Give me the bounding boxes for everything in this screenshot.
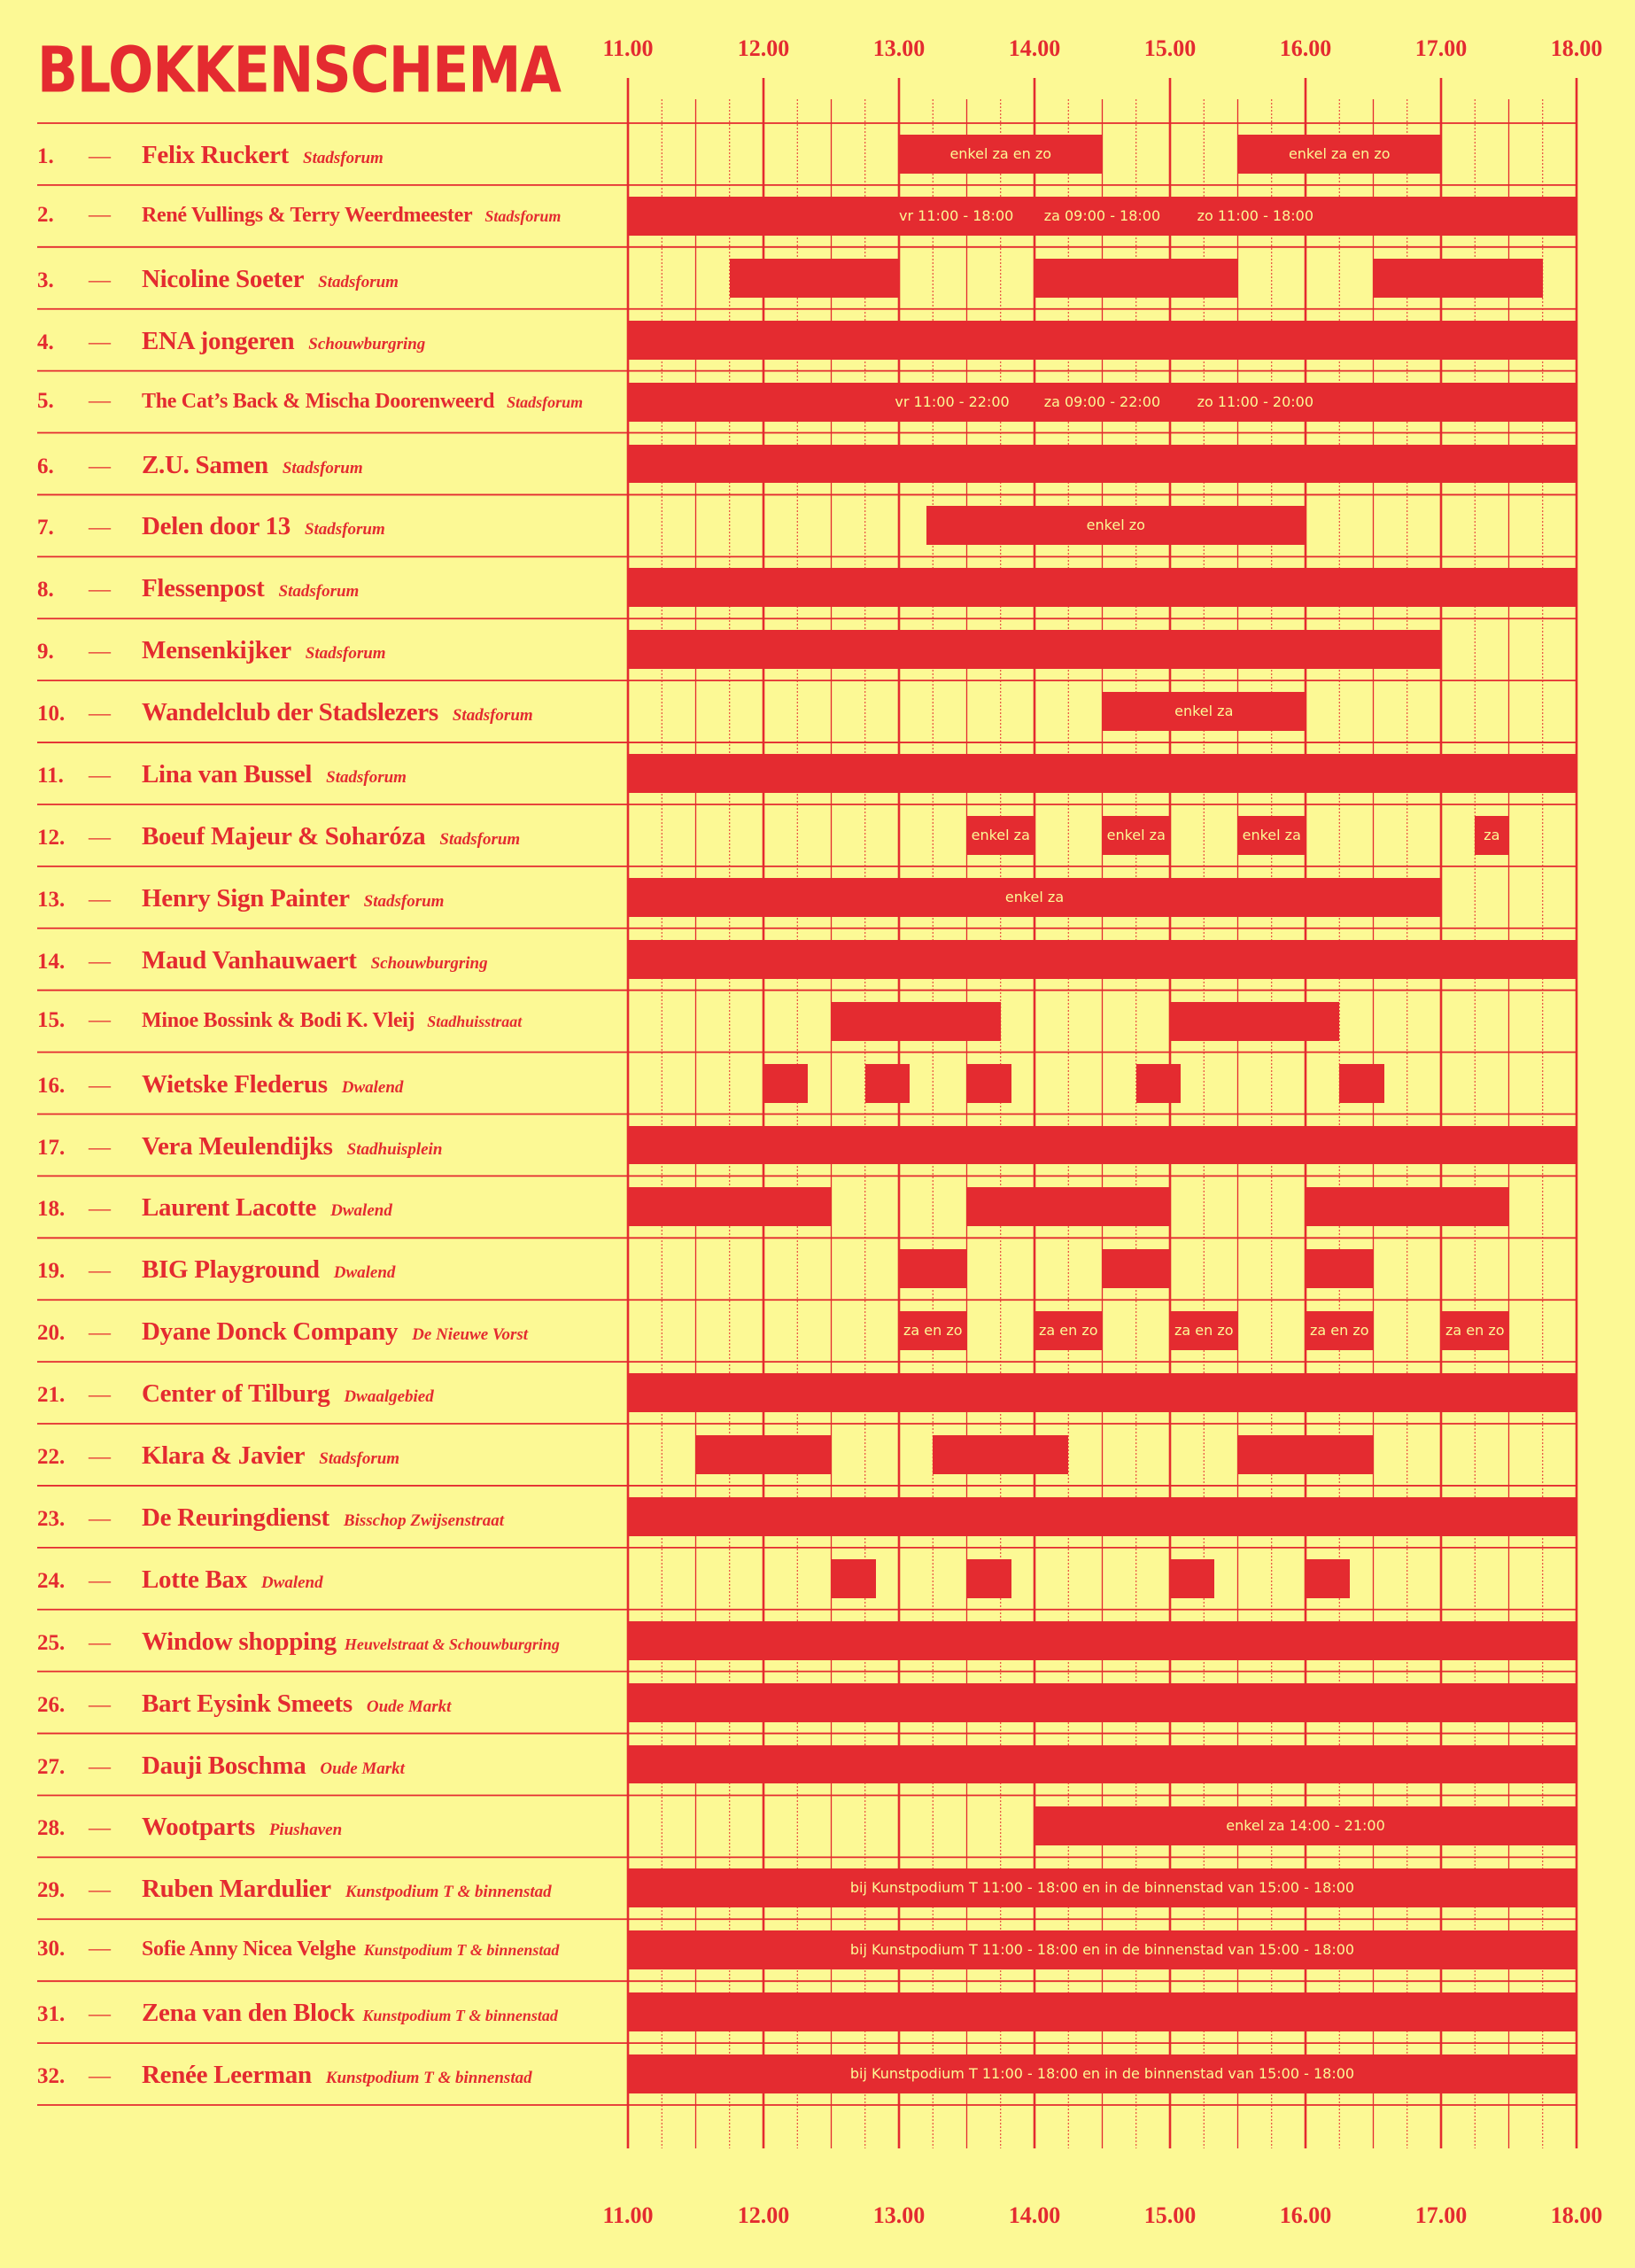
location-name: Stadsforum xyxy=(484,206,562,225)
row-number: 3. xyxy=(37,268,54,292)
schedule-bar xyxy=(628,1126,1577,1165)
row-dash: — xyxy=(89,516,111,540)
location-name: Dwalend xyxy=(260,1573,323,1592)
hour-label-bottom-4: 15.00 xyxy=(1143,2202,1197,2228)
artist-name: Maud Vanhauwaert xyxy=(142,945,357,975)
row-dash: — xyxy=(89,1197,111,1222)
bar-label: bij Kunstpodium T 11:00 - 18:00 en in de binnenstad van 15:00 - 18:00 xyxy=(849,1879,1355,1897)
row-dash: — xyxy=(89,1445,111,1470)
row-label xyxy=(37,884,622,920)
row-number: 8. xyxy=(37,578,54,602)
row-label xyxy=(37,760,622,796)
schedule-bar xyxy=(628,1187,832,1226)
bar-label: za en zo xyxy=(1445,1322,1505,1340)
bar-label: za en zo xyxy=(903,1322,963,1340)
bar-label: za 09:00 - 22:00 xyxy=(1043,392,1161,410)
schedule-bar xyxy=(832,1559,876,1598)
schedule-bar xyxy=(628,630,1441,669)
bar-label: enkel za xyxy=(1004,888,1065,905)
hour-label-bottom-7: 18.00 xyxy=(1550,2202,1603,2228)
artist-name: Bart Eysink Smeets xyxy=(142,1689,353,1718)
location-name: Kunstpodium T & binnenstad xyxy=(325,2069,532,2088)
row-label xyxy=(37,1503,622,1539)
row-dash: — xyxy=(89,330,111,354)
row-number: 9. xyxy=(37,640,54,664)
schedule-bar xyxy=(628,940,1577,979)
schedule-bar xyxy=(628,1683,1577,1722)
row-label xyxy=(37,203,622,238)
artist-name: Laurent Lacotte xyxy=(142,1193,317,1223)
hour-label-bottom-0: 11.00 xyxy=(602,2202,654,2228)
row-number: 4. xyxy=(37,330,54,354)
row-label xyxy=(37,451,622,486)
row-label xyxy=(37,1441,622,1477)
row-label xyxy=(37,1317,622,1353)
row-number: 15. xyxy=(37,1007,66,1032)
schedule-bar xyxy=(1170,1559,1214,1598)
row-number: 27. xyxy=(37,1754,66,1779)
location-name: Stadsforum xyxy=(326,768,407,788)
location-name: Stadsforum xyxy=(319,1449,400,1469)
artist-name: ENA jongeren xyxy=(142,326,295,355)
schedule-bar xyxy=(628,1497,1577,1536)
location-name: Stadsforum xyxy=(282,458,363,478)
row-label xyxy=(37,946,622,982)
row-number: 16. xyxy=(37,1073,66,1098)
location-name: Kunstpodium T & binnenstad xyxy=(362,2007,558,2025)
artist-name: Minoe Bossink & Bodi K. Vleij xyxy=(142,1008,415,1032)
bar-label: bij Kunstpodium T 11:00 - 18:00 en in de binnenstad van 15:00 - 18:00 xyxy=(849,1941,1355,1959)
artist-name: Wandelclub der Stadslezers xyxy=(142,698,438,727)
row-dash: — xyxy=(89,1878,111,1903)
hour-label-top-1: 12.00 xyxy=(737,35,790,61)
row-label xyxy=(37,512,622,548)
row-dash: — xyxy=(89,640,111,664)
bar-label: za en zo xyxy=(1309,1322,1369,1340)
schedule-bar xyxy=(1306,1249,1374,1288)
location-name: Schouwburgring xyxy=(370,953,488,973)
row-dash: — xyxy=(89,1007,111,1032)
artist-name: BIG Playground xyxy=(142,1255,320,1285)
row-dash: — xyxy=(89,1135,111,1160)
schedule-bar xyxy=(1170,1002,1339,1041)
row-dash: — xyxy=(89,702,111,726)
location-name: Stadsforum xyxy=(304,520,385,540)
schedule-bar xyxy=(1034,259,1238,298)
row-label xyxy=(37,1193,622,1229)
row-number: 30. xyxy=(37,1937,66,1961)
schedule-bar xyxy=(628,1373,1577,1412)
location-name: Stadsforum xyxy=(363,891,445,911)
row-number: 31. xyxy=(37,2002,66,2027)
bar-label: zo 11:00 - 18:00 xyxy=(1197,206,1314,224)
hour-label-top-7: 18.00 xyxy=(1550,35,1603,61)
bar-label: enkel za en zo xyxy=(1288,144,1391,162)
hour-label-bottom-3: 14.00 xyxy=(1008,2202,1061,2228)
schedule-bar xyxy=(628,321,1577,360)
schedule-bar xyxy=(628,568,1577,607)
row-number: 6. xyxy=(37,454,54,478)
row-label xyxy=(37,141,622,176)
row-label xyxy=(37,574,622,610)
row-label xyxy=(37,389,622,424)
row-label xyxy=(37,1875,622,1910)
bar-label: za 09:00 - 18:00 xyxy=(1043,206,1161,224)
artist-name: Lotte Bax xyxy=(142,1565,247,1594)
bar-label: enkel za en zo xyxy=(949,144,1052,162)
location-name: Stadsforum xyxy=(452,706,533,726)
row-number: 18. xyxy=(37,1197,66,1222)
location-name: Stadsforum xyxy=(318,272,399,291)
row-dash: — xyxy=(89,1321,111,1346)
schedule-bar xyxy=(1238,1435,1374,1474)
schedule-bar xyxy=(967,1064,1011,1103)
row-number: 11. xyxy=(37,764,64,788)
row-number: 26. xyxy=(37,1692,66,1717)
row-number: 28. xyxy=(37,1816,66,1841)
artist-name: The Cat’s Back & Mischa Doorenweerd xyxy=(142,389,495,413)
location-name: Stadsforum xyxy=(305,644,386,664)
schedule-bar xyxy=(1103,1249,1171,1288)
artist-name: De Reuringdienst xyxy=(142,1503,329,1532)
location-name: Dwalend xyxy=(333,1263,396,1283)
row-label xyxy=(37,1132,622,1168)
row-number: 22. xyxy=(37,1445,66,1470)
row-number: 12. xyxy=(37,825,66,850)
location-name: Stadsforum xyxy=(303,149,384,167)
row-label xyxy=(37,1008,622,1044)
schedule-bar xyxy=(696,1435,832,1474)
bar-label: za xyxy=(1484,826,1500,843)
row-dash: — xyxy=(89,1506,111,1531)
artist-name: Dyane Donck Company xyxy=(142,1317,399,1347)
artist-name: Dauji Boschma xyxy=(142,1751,306,1780)
row-dash: — xyxy=(89,1568,111,1593)
row-dash: — xyxy=(89,1692,111,1717)
bar-label: enkel za xyxy=(1174,703,1234,720)
artist-name: Delen door 13 xyxy=(142,512,291,541)
artist-name: Felix Ruckert xyxy=(142,141,290,169)
schedule-bar xyxy=(967,1187,1171,1226)
artist-name: Flessenpost xyxy=(142,574,265,603)
row-number: 25. xyxy=(37,1630,66,1655)
bar-label: zo 11:00 - 20:00 xyxy=(1197,392,1314,410)
row-label xyxy=(37,822,622,858)
row-dash: — xyxy=(89,1073,111,1098)
location-name: Kunstpodium T & binnenstad xyxy=(345,1883,552,1902)
row-number: 21. xyxy=(37,1383,66,1408)
row-label xyxy=(37,1937,622,1972)
row-label xyxy=(37,1627,622,1663)
schedule-bar xyxy=(628,445,1577,484)
schedule-bar xyxy=(730,259,899,298)
schedule-bar xyxy=(832,1002,1001,1041)
schedule-bar xyxy=(1306,1187,1509,1226)
row-label xyxy=(37,1813,622,1848)
hour-label-top-0: 11.00 xyxy=(602,35,654,61)
hour-label-top-3: 14.00 xyxy=(1008,35,1061,61)
row-label xyxy=(37,1999,622,2034)
row-number: 2. xyxy=(37,202,54,227)
location-name: Stadhuisstraat xyxy=(427,1012,523,1030)
row-number: 32. xyxy=(37,2064,66,2089)
artist-name: Henry Sign Painter xyxy=(142,883,350,913)
row-label xyxy=(37,1255,622,1291)
artist-name: Boeuf Majeur & Soharóza xyxy=(142,821,426,850)
schedule-bar xyxy=(628,1745,1577,1784)
row-number: 29. xyxy=(37,1878,66,1903)
row-dash: — xyxy=(89,2064,111,2089)
row-number: 13. xyxy=(37,887,66,912)
row-dash: — xyxy=(89,1259,111,1284)
row-label xyxy=(37,636,622,672)
artist-name: Center of Tilburg xyxy=(142,1379,330,1409)
row-label xyxy=(37,1689,622,1725)
hour-label-bottom-6: 17.00 xyxy=(1414,2202,1468,2228)
artist-name: Z.U. Samen xyxy=(142,450,268,479)
bar-label: vr 11:00 - 22:00 xyxy=(895,392,1010,410)
location-name: Dwaalgebied xyxy=(344,1387,434,1407)
row-dash: — xyxy=(89,887,111,912)
artist-name: Wietske Flederus xyxy=(142,1069,328,1099)
row-dash: — xyxy=(89,764,111,788)
hour-label-bottom-2: 13.00 xyxy=(872,2202,926,2228)
schedule-bar xyxy=(967,1559,1011,1598)
schedule-bar xyxy=(628,1992,1577,2031)
artist-name: Nicoline Soeter xyxy=(142,264,305,293)
bar-label: enkel za xyxy=(1242,826,1301,843)
row-dash: — xyxy=(89,454,111,478)
artist-name: Sofie Anny Nicea Velghe xyxy=(142,1938,356,1961)
bar-label: enkel za xyxy=(1106,826,1166,843)
bar-label: bij Kunstpodium T 11:00 - 18:00 en in de binnenstad van 15:00 - 18:00 xyxy=(849,2065,1355,2083)
location-name: Dwalend xyxy=(330,1201,392,1221)
bar-label: za en zo xyxy=(1174,1322,1234,1340)
artist-name: Mensenkijker xyxy=(142,636,291,665)
location-name: Stadhuisplein xyxy=(346,1139,443,1159)
row-number: 10. xyxy=(37,702,66,726)
bar-label: enkel za 14:00 - 21:00 xyxy=(1226,1817,1385,1835)
row-label xyxy=(37,265,622,300)
bar-label: enkel za xyxy=(971,826,1030,843)
hour-label-bottom-1: 12.00 xyxy=(737,2202,790,2228)
location-name: Stadsforum xyxy=(439,829,521,849)
row-dash: — xyxy=(89,578,111,602)
schedule-bar xyxy=(933,1435,1068,1474)
artist-name: Zena van den Block xyxy=(142,1999,355,2028)
schedule-bar xyxy=(628,754,1577,793)
schedule-bar xyxy=(1136,1064,1181,1103)
location-name: Stadsforum xyxy=(507,392,584,411)
row-number: 20. xyxy=(37,1321,66,1346)
artist-name: Vera Meulendijks xyxy=(142,1131,333,1161)
location-name: Oude Markt xyxy=(366,1697,452,1716)
row-number: 7. xyxy=(37,516,54,540)
row-dash: — xyxy=(89,1754,111,1779)
artist-name: Ruben Mardulier xyxy=(142,1875,331,1904)
bar-label: za en zo xyxy=(1038,1322,1098,1340)
location-name: De Nieuwe Vorst xyxy=(412,1325,529,1345)
row-label xyxy=(37,2061,622,2096)
hour-label-top-6: 17.00 xyxy=(1414,35,1468,61)
row-number: 1. xyxy=(37,144,54,168)
location-name: Stadsforum xyxy=(278,582,360,602)
location-name: Bisschop Zwijsenstraat xyxy=(343,1511,504,1530)
schedule-bar xyxy=(1374,259,1543,298)
row-number: 23. xyxy=(37,1506,66,1531)
schedule-bar xyxy=(763,1064,808,1103)
schedule-bar xyxy=(628,1621,1577,1660)
row-label xyxy=(37,327,622,362)
row-dash: — xyxy=(89,1937,111,1961)
row-number: 14. xyxy=(37,949,66,974)
artist-name: Lina van Bussel xyxy=(142,760,313,789)
schedule-bar xyxy=(865,1064,910,1103)
schedule-bar xyxy=(1306,1559,1350,1598)
row-dash: — xyxy=(89,825,111,850)
row-label xyxy=(37,698,622,734)
row-dash: — xyxy=(89,1630,111,1655)
artist-name: Klara & Javier xyxy=(142,1441,306,1471)
artist-name: René Vullings & Terry Weerdmeester xyxy=(142,203,473,227)
hour-label-top-2: 13.00 xyxy=(872,35,926,61)
row-dash: — xyxy=(89,2002,111,2027)
row-number: 17. xyxy=(37,1135,66,1160)
row-label xyxy=(37,1565,622,1601)
hour-label-top-4: 15.00 xyxy=(1143,35,1197,61)
hour-label-bottom-5: 16.00 xyxy=(1279,2202,1332,2228)
location-name: Kunstpodium T & binnenstad xyxy=(363,1941,560,1960)
location-name: Heuvelstraat & Schouwburgring xyxy=(344,1635,560,1653)
row-dash: — xyxy=(89,268,111,292)
artist-name: Renée Leerman xyxy=(142,2061,312,2090)
row-number: 24. xyxy=(37,1568,66,1593)
location-name: Piushaven xyxy=(268,1821,343,1840)
location-name: Dwalend xyxy=(341,1077,404,1097)
row-dash: — xyxy=(89,144,111,168)
row-dash: — xyxy=(89,388,111,413)
artist-name: Window shopping xyxy=(142,1627,337,1656)
bar-label: vr 11:00 - 18:00 xyxy=(899,206,1014,224)
location-name: Schouwburgring xyxy=(308,334,426,353)
row-number: 19. xyxy=(37,1259,66,1284)
row-dash: — xyxy=(89,949,111,974)
artist-name: Wootparts xyxy=(142,1813,255,1842)
row-dash: — xyxy=(89,1816,111,1841)
schedule-bar xyxy=(1339,1064,1383,1103)
row-dash: — xyxy=(89,1383,111,1408)
row-dash: — xyxy=(89,202,111,227)
row-label xyxy=(37,1751,622,1787)
row-number: 5. xyxy=(37,388,54,413)
location-name: Oude Markt xyxy=(320,1759,405,1778)
row-label xyxy=(37,1379,622,1415)
row-label xyxy=(37,1070,622,1106)
bar-label: enkel zo xyxy=(1086,517,1145,534)
page-title: BLOKKENSCHEMA xyxy=(37,34,561,108)
schedule-bar xyxy=(899,1249,967,1288)
hour-label-top-5: 16.00 xyxy=(1279,35,1332,61)
